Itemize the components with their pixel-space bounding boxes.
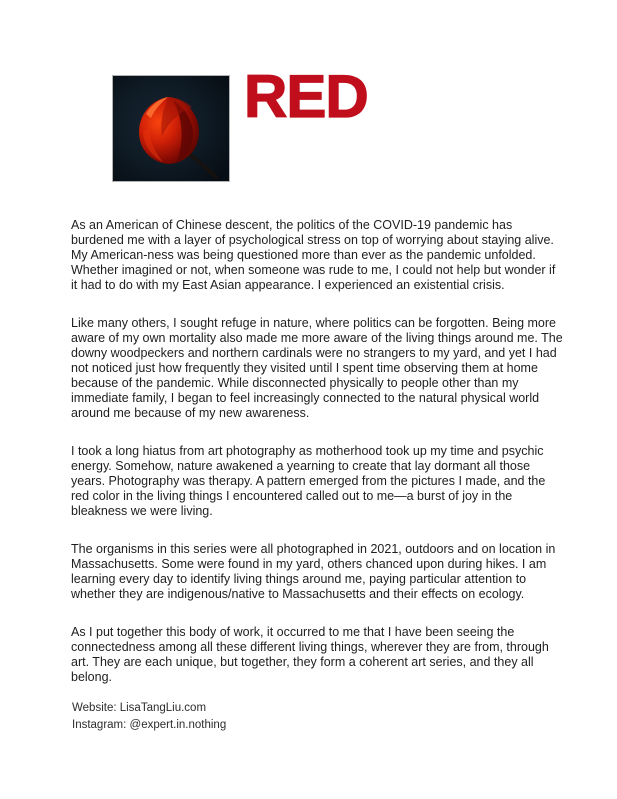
website-line: Website: LisaTangLiu.com bbox=[72, 702, 207, 714]
instagram-line: Instagram: @expert.in.nothing bbox=[72, 719, 227, 731]
tulip-photo-image bbox=[113, 76, 229, 181]
statement-paragraph-1: As an American of Chinese descent, the politics of the COVID-19 pandemic has burdened me with a layer of psychological stress on top of worrying about staying alive. My American-ness was being questioned more than ever as the pandemic unfolded. Whether imagined or not, when someone was rude to me, I could not help but wonder if it had to do with my East Asian appearance. I experienced an existential crisis. bbox=[71, 218, 556, 292]
statement-paragraph-4: The organisms in this series were all photographed in 2021, outdoors and on location in Massachusetts. Some were found in my yard, others chanced upon during hikes. I am learning every day to identify living things around me, paying particular attention to whether they are indigenous/native to Massachusetts and their effects on ecology. bbox=[71, 542, 556, 601]
statement-paragraph-5: As I put together this body of work, it occurred to me that I have been seeing the connectedness among all these different living things, wherever they are from, through art. They are each unique, but together, they form a coherent art series, and they all belong. bbox=[71, 625, 549, 684]
header bbox=[112, 63, 368, 182]
page-title: RED bbox=[244, 63, 368, 130]
statement-paragraph-2: Like many others, I sought refuge in nature, where politics can be forgotten. Being more aware of my own mortality also made me more aware of the living things around me. The downy woodpeckers and northern cardinals were no strangers to my yard, and yet I had not noticed just how frequently they visited until I spent time observing them at home because of the pandemic. While disconnected physically to people other than my immediate family, I began to feel increasingly connected to the natural physical world around me because of my new awareness. bbox=[71, 316, 563, 420]
artist-statement bbox=[71, 218, 563, 708]
tulip-photo bbox=[112, 75, 230, 182]
statement-paragraph-3: I took a long hiatus from art photography as motherhood took up my time and psychic energy. Somehow, nature awakened a yearning to create that lay dormant all those years. Photography was therapy. A pattern emerged from the pictures I made, and the red color in the living things I encountered called out to me—a burst of joy in the bleakness we were living. bbox=[71, 444, 546, 518]
contact-info bbox=[72, 700, 226, 734]
